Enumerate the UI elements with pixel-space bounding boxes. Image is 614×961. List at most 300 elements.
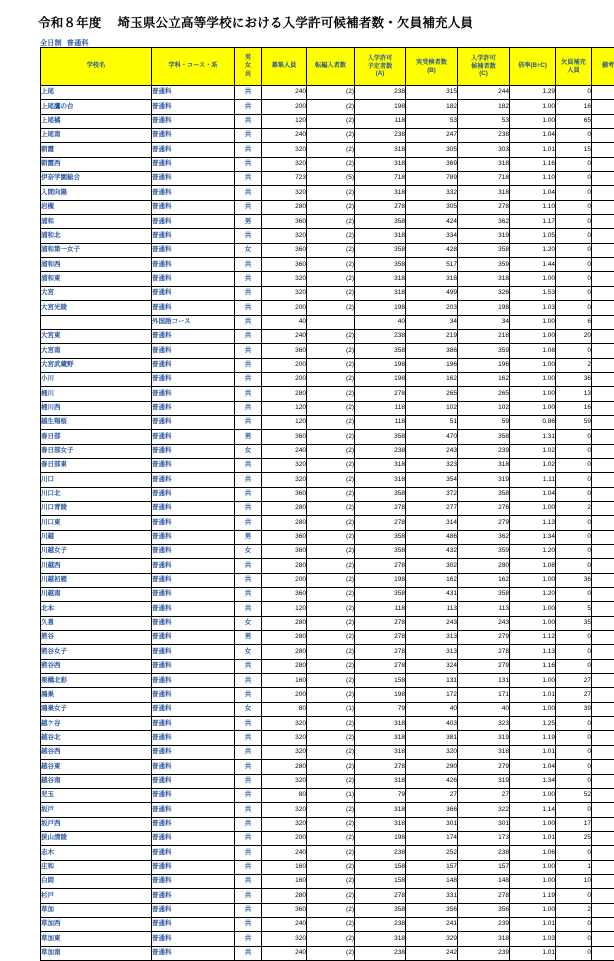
cell-planned: 318 bbox=[355, 286, 406, 300]
cell-admitted: 34 bbox=[458, 315, 510, 329]
table-row bbox=[41, 917, 614, 931]
cell-transfer: (2) bbox=[307, 473, 355, 487]
cell-planned: 238 bbox=[355, 329, 406, 343]
cell-remarks bbox=[592, 674, 614, 688]
cell-vacancy: 27 bbox=[556, 688, 592, 702]
cell-vacancy: 36 bbox=[556, 372, 592, 386]
table-row bbox=[41, 889, 614, 903]
cell-school: 上尾鷹の台 bbox=[41, 100, 152, 114]
cell-planned: 118 bbox=[355, 114, 406, 128]
cell-vacancy: 0 bbox=[556, 186, 592, 200]
cell-course: 普通科 bbox=[152, 831, 235, 845]
cell-gender: 女 bbox=[235, 645, 262, 659]
cell-ratio: 1.19 bbox=[510, 731, 556, 745]
cell-transfer: (1) bbox=[307, 788, 355, 802]
cell-school: 春日部東 bbox=[41, 458, 152, 472]
cell-admitted: 276 bbox=[458, 501, 510, 515]
cell-gender: 共 bbox=[235, 903, 262, 917]
cell-capacity: 320 bbox=[262, 717, 307, 731]
cell-transfer: (2) bbox=[307, 616, 355, 630]
cell-school: 越ケ谷 bbox=[41, 717, 152, 731]
cell-ratio: 1.12 bbox=[510, 631, 556, 645]
cell-examinees: 331 bbox=[406, 889, 458, 903]
cell-remarks bbox=[592, 487, 614, 501]
cell-remarks bbox=[592, 229, 614, 243]
table-row bbox=[41, 100, 614, 114]
cell-ratio: 1.16 bbox=[510, 157, 556, 171]
cell-transfer: (2) bbox=[307, 946, 355, 960]
cell-school: 川越西 bbox=[41, 559, 152, 573]
cell-planned: 198 bbox=[355, 100, 406, 114]
cell-remarks bbox=[592, 702, 614, 716]
cell-admitted: 319 bbox=[458, 774, 510, 788]
title-main: 埼玉県公立高等学校における入学許可候補者数・欠員補充人員 bbox=[118, 16, 474, 30]
cell-school: 狭山清陵 bbox=[41, 831, 152, 845]
cell-gender: 共 bbox=[235, 760, 262, 774]
cell-course: 普通科 bbox=[152, 889, 235, 903]
cell-course: 普通科 bbox=[152, 602, 235, 616]
cell-admitted: 173 bbox=[458, 831, 510, 845]
gender-header-male: 男 bbox=[235, 54, 261, 62]
cell-remarks bbox=[592, 215, 614, 229]
cell-course: 普通科 bbox=[152, 344, 235, 358]
cell-examinees: 381 bbox=[406, 731, 458, 745]
cell-ratio: 1.34 bbox=[510, 530, 556, 544]
cell-gender: 共 bbox=[235, 874, 262, 888]
cell-school: 大宮光陵 bbox=[41, 301, 152, 315]
cell-admitted: 278 bbox=[458, 889, 510, 903]
column-header-course: 学科・コース・系 bbox=[152, 48, 235, 86]
cell-capacity: 320 bbox=[262, 731, 307, 745]
cell-examinees: 243 bbox=[406, 444, 458, 458]
cell-gender: 共 bbox=[235, 344, 262, 358]
cell-ratio: 1.02 bbox=[510, 458, 556, 472]
cell-transfer: (2) bbox=[307, 329, 355, 343]
table-row bbox=[41, 817, 614, 831]
cell-vacancy: 59 bbox=[556, 415, 592, 429]
cell-remarks bbox=[592, 401, 614, 415]
cell-admitted: 157 bbox=[458, 860, 510, 874]
cell-course: 普通科 bbox=[152, 86, 235, 100]
cell-examinees: 499 bbox=[406, 286, 458, 300]
subcaption-course: 普通科 bbox=[67, 40, 89, 47]
cell-capacity: 160 bbox=[262, 860, 307, 874]
gender-header-coed: 共 bbox=[235, 71, 261, 79]
cell-planned: 158 bbox=[355, 674, 406, 688]
cell-school: 川口北 bbox=[41, 487, 152, 501]
cell-remarks bbox=[592, 788, 614, 802]
cell-transfer: (2) bbox=[307, 745, 355, 759]
cell-remarks bbox=[592, 760, 614, 774]
cell-ratio: 1.08 bbox=[510, 559, 556, 573]
examinees-line-1: 実受検者数 bbox=[406, 59, 457, 67]
cell-ratio: 1.03 bbox=[510, 301, 556, 315]
cell-remarks bbox=[592, 415, 614, 429]
cell-capacity: 320 bbox=[262, 774, 307, 788]
cell-remarks bbox=[592, 387, 614, 401]
cell-school: 大宮 bbox=[41, 286, 152, 300]
table-row bbox=[41, 487, 614, 501]
cell-capacity: 200 bbox=[262, 573, 307, 587]
cell-transfer: (2) bbox=[307, 86, 355, 100]
cell-transfer: (2) bbox=[307, 258, 355, 272]
cell-examinees: 329 bbox=[406, 932, 458, 946]
cell-planned: 158 bbox=[355, 860, 406, 874]
cell-planned: 358 bbox=[355, 430, 406, 444]
cell-capacity: 80 bbox=[262, 788, 307, 802]
cell-remarks bbox=[592, 530, 614, 544]
cell-gender: 共 bbox=[235, 889, 262, 903]
cell-vacancy: 0 bbox=[556, 129, 592, 143]
cell-course: 普通科 bbox=[152, 430, 235, 444]
table-row bbox=[41, 444, 614, 458]
cell-gender: 共 bbox=[235, 315, 262, 329]
cell-examinees: 219 bbox=[406, 329, 458, 343]
cell-remarks bbox=[592, 258, 614, 272]
cell-examinees: 517 bbox=[406, 258, 458, 272]
table-row bbox=[41, 846, 614, 860]
cell-remarks bbox=[592, 932, 614, 946]
cell-planned: 318 bbox=[355, 731, 406, 745]
cell-transfer: (2) bbox=[307, 760, 355, 774]
cell-school: 北本 bbox=[41, 602, 152, 616]
table-row bbox=[41, 458, 614, 472]
cell-ratio: 1.14 bbox=[510, 803, 556, 817]
table-row bbox=[41, 272, 614, 286]
cell-planned: 118 bbox=[355, 401, 406, 415]
cell-ratio: 1.00 bbox=[510, 329, 556, 343]
table-row bbox=[41, 143, 614, 157]
cell-school: 久喜 bbox=[41, 616, 152, 630]
cell-planned: 79 bbox=[355, 788, 406, 802]
cell-transfer: (2) bbox=[307, 602, 355, 616]
cell-transfer: (2) bbox=[307, 286, 355, 300]
cell-school: 朝霞西 bbox=[41, 157, 152, 171]
cell-ratio: 1.01 bbox=[510, 143, 556, 157]
cell-transfer: (2) bbox=[307, 143, 355, 157]
table-body bbox=[41, 86, 614, 961]
cell-admitted: 239 bbox=[458, 444, 510, 458]
cell-examinees: 403 bbox=[406, 717, 458, 731]
cell-school: 上尾南 bbox=[41, 129, 152, 143]
cell-course: 普通科 bbox=[152, 688, 235, 702]
cell-examinees: 301 bbox=[406, 817, 458, 831]
cell-vacancy: 39 bbox=[556, 702, 592, 716]
cell-ratio: 1.04 bbox=[510, 487, 556, 501]
vacancy-line-2: 人員 bbox=[556, 67, 591, 75]
column-header-school: 学校名 bbox=[41, 48, 152, 86]
cell-planned: 278 bbox=[355, 559, 406, 573]
cell-planned: 358 bbox=[355, 530, 406, 544]
cell-capacity: 280 bbox=[262, 645, 307, 659]
cell-admitted: 279 bbox=[458, 631, 510, 645]
cell-planned: 278 bbox=[355, 631, 406, 645]
cell-remarks bbox=[592, 860, 614, 874]
cell-examinees: 428 bbox=[406, 243, 458, 257]
cell-transfer: (2) bbox=[307, 186, 355, 200]
cell-admitted: 40 bbox=[458, 702, 510, 716]
cell-course: 普通科 bbox=[152, 329, 235, 343]
cell-ratio: 1.19 bbox=[510, 889, 556, 903]
cell-planned: 198 bbox=[355, 372, 406, 386]
cell-vacancy: 25 bbox=[556, 831, 592, 845]
cell-examinees: 334 bbox=[406, 229, 458, 243]
table-row bbox=[41, 774, 614, 788]
cell-school: 川越南 bbox=[41, 588, 152, 602]
cell-vacancy: 0 bbox=[556, 889, 592, 903]
cell-planned: 318 bbox=[355, 458, 406, 472]
cell-capacity: 360 bbox=[262, 903, 307, 917]
cell-examinees: 265 bbox=[406, 387, 458, 401]
table-row bbox=[41, 344, 614, 358]
cell-transfer: (2) bbox=[307, 817, 355, 831]
cell-ratio: 1.04 bbox=[510, 129, 556, 143]
cell-vacancy: 0 bbox=[556, 645, 592, 659]
cell-examinees: 102 bbox=[406, 401, 458, 415]
cell-capacity: 200 bbox=[262, 372, 307, 386]
cell-transfer: (2) bbox=[307, 501, 355, 515]
cell-transfer: (2) bbox=[307, 831, 355, 845]
table-row bbox=[41, 559, 614, 573]
cell-school: 浦和東 bbox=[41, 272, 152, 286]
cell-school: 浦和北 bbox=[41, 229, 152, 243]
cell-gender: 共 bbox=[235, 659, 262, 673]
cell-school: 草加東 bbox=[41, 932, 152, 946]
cell-admitted: 358 bbox=[458, 430, 510, 444]
cell-remarks bbox=[592, 243, 614, 257]
cell-vacancy: 13 bbox=[556, 387, 592, 401]
cell-examinees: 366 bbox=[406, 803, 458, 817]
cell-school: 越谷西 bbox=[41, 745, 152, 759]
cell-capacity: 160 bbox=[262, 874, 307, 888]
table-row bbox=[41, 745, 614, 759]
cell-school: 熊谷西 bbox=[41, 659, 152, 673]
cell-vacancy: 0 bbox=[556, 803, 592, 817]
cell-remarks bbox=[592, 917, 614, 931]
cell-admitted: 362 bbox=[458, 215, 510, 229]
cell-ratio: 1.44 bbox=[510, 258, 556, 272]
cell-admitted: 319 bbox=[458, 473, 510, 487]
cell-capacity: 320 bbox=[262, 745, 307, 759]
table-row bbox=[41, 129, 614, 143]
cell-course: 普通科 bbox=[152, 860, 235, 874]
cell-ratio: 1.04 bbox=[510, 186, 556, 200]
cell-remarks bbox=[592, 286, 614, 300]
column-header-transfer: 転編入者数 bbox=[307, 48, 355, 86]
cell-gender: 共 bbox=[235, 774, 262, 788]
table-row bbox=[41, 717, 614, 731]
cell-admitted: 356 bbox=[458, 903, 510, 917]
cell-planned: 358 bbox=[355, 243, 406, 257]
cell-admitted: 238 bbox=[458, 129, 510, 143]
cell-admitted: 280 bbox=[458, 559, 510, 573]
cell-vacancy: 0 bbox=[556, 344, 592, 358]
cell-examinees: 203 bbox=[406, 301, 458, 315]
cell-course: 普通科 bbox=[152, 387, 235, 401]
examinees-line-2: (B) bbox=[406, 67, 457, 75]
cell-examinees: 174 bbox=[406, 831, 458, 845]
cell-remarks bbox=[592, 458, 614, 472]
cell-course: 普通科 bbox=[152, 415, 235, 429]
cell-school: 大宮武蔵野 bbox=[41, 358, 152, 372]
table-row bbox=[41, 946, 614, 960]
cell-school: 熊谷 bbox=[41, 631, 152, 645]
cell-planned: 278 bbox=[355, 516, 406, 530]
cell-ratio: 1.00 bbox=[510, 372, 556, 386]
table-row bbox=[41, 874, 614, 888]
cell-vacancy: 0 bbox=[556, 745, 592, 759]
cell-ratio: 1.02 bbox=[510, 444, 556, 458]
cell-remarks bbox=[592, 114, 614, 128]
cell-capacity: 360 bbox=[262, 258, 307, 272]
cell-course: 普通科 bbox=[152, 372, 235, 386]
cell-admitted: 322 bbox=[458, 803, 510, 817]
cell-transfer: (2) bbox=[307, 659, 355, 673]
cell-admitted: 239 bbox=[458, 946, 510, 960]
cell-ratio: 1.00 bbox=[510, 903, 556, 917]
cell-ratio: 1.01 bbox=[510, 917, 556, 931]
cell-gender: 共 bbox=[235, 272, 262, 286]
cell-examinees: 182 bbox=[406, 100, 458, 114]
cell-gender: 共 bbox=[235, 588, 262, 602]
cell-vacancy: 27 bbox=[556, 674, 592, 688]
cell-course: 普通科 bbox=[152, 215, 235, 229]
cell-school: 浦和西 bbox=[41, 258, 152, 272]
cell-course: 普通科 bbox=[152, 487, 235, 501]
cell-transfer: (2) bbox=[307, 415, 355, 429]
cell-capacity: 320 bbox=[262, 817, 307, 831]
cell-remarks bbox=[592, 659, 614, 673]
table-row bbox=[41, 186, 614, 200]
cell-admitted: 102 bbox=[458, 401, 510, 415]
cell-transfer: (2) bbox=[307, 588, 355, 602]
cell-vacancy: 0 bbox=[556, 487, 592, 501]
cell-examinees: 324 bbox=[406, 659, 458, 673]
cell-admitted: 239 bbox=[458, 917, 510, 931]
cell-examinees: 51 bbox=[406, 415, 458, 429]
cell-course: 普通科 bbox=[152, 200, 235, 214]
cell-ratio: 1.13 bbox=[510, 516, 556, 530]
table-row bbox=[41, 501, 614, 515]
cell-school: 志木 bbox=[41, 846, 152, 860]
cell-capacity: 360 bbox=[262, 530, 307, 544]
cell-transfer: (2) bbox=[307, 545, 355, 559]
cell-capacity: 120 bbox=[262, 401, 307, 415]
cell-school: 浦和 bbox=[41, 215, 152, 229]
cell-vacancy: 15 bbox=[556, 143, 592, 157]
cell-remarks bbox=[592, 946, 614, 960]
cell-transfer: (2) bbox=[307, 645, 355, 659]
cell-planned: 318 bbox=[355, 932, 406, 946]
cell-school: 岩槻 bbox=[41, 200, 152, 214]
cell-vacancy: 2 bbox=[556, 358, 592, 372]
column-header-gender bbox=[235, 48, 262, 86]
cell-vacancy: 6 bbox=[556, 315, 592, 329]
cell-capacity: 200 bbox=[262, 358, 307, 372]
cell-transfer: (2) bbox=[307, 401, 355, 415]
cell-gender: 共 bbox=[235, 745, 262, 759]
cell-planned: 318 bbox=[355, 817, 406, 831]
cell-capacity: 200 bbox=[262, 301, 307, 315]
cell-gender: 共 bbox=[235, 114, 262, 128]
cell-gender: 共 bbox=[235, 516, 262, 530]
cell-capacity: 320 bbox=[262, 473, 307, 487]
cell-ratio: 1.53 bbox=[510, 286, 556, 300]
cell-ratio: 1.00 bbox=[510, 616, 556, 630]
cell-school: 川口青陵 bbox=[41, 501, 152, 515]
cell-examinees: 424 bbox=[406, 215, 458, 229]
cell-remarks bbox=[592, 631, 614, 645]
cell-remarks bbox=[592, 129, 614, 143]
table-row bbox=[41, 329, 614, 343]
table-row bbox=[41, 243, 614, 257]
cell-gender: 男 bbox=[235, 430, 262, 444]
cell-ratio: 1.01 bbox=[510, 688, 556, 702]
cell-vacancy: 0 bbox=[556, 946, 592, 960]
cell-school: 伊奈学園総合 bbox=[41, 172, 152, 186]
cell-course: 普通科 bbox=[152, 301, 235, 315]
cell-capacity: 200 bbox=[262, 100, 307, 114]
cell-gender: 共 bbox=[235, 372, 262, 386]
cell-transfer: (2) bbox=[307, 559, 355, 573]
cell-course: 普通科 bbox=[152, 143, 235, 157]
cell-course: 普通科 bbox=[152, 473, 235, 487]
cell-gender: 共 bbox=[235, 458, 262, 472]
cell-vacancy: 0 bbox=[556, 243, 592, 257]
cell-ratio: 1.00 bbox=[510, 788, 556, 802]
cell-transfer: (2) bbox=[307, 917, 355, 931]
cell-transfer: (2) bbox=[307, 803, 355, 817]
cell-course: 普通科 bbox=[152, 358, 235, 372]
cell-planned: 278 bbox=[355, 659, 406, 673]
table-row bbox=[41, 415, 614, 429]
cell-course: 普通科 bbox=[152, 803, 235, 817]
cell-capacity: 240 bbox=[262, 329, 307, 343]
cell-ratio: 0.86 bbox=[510, 415, 556, 429]
cell-remarks bbox=[592, 874, 614, 888]
cell-examinees: 431 bbox=[406, 588, 458, 602]
cell-course: 普通科 bbox=[152, 731, 235, 745]
cell-ratio: 1.03 bbox=[510, 932, 556, 946]
cell-course: 普通科 bbox=[152, 817, 235, 831]
cell-transfer: (2) bbox=[307, 530, 355, 544]
column-header-capacity: 募集人員 bbox=[262, 48, 307, 86]
cell-admitted: 59 bbox=[458, 415, 510, 429]
cell-transfer: (2) bbox=[307, 114, 355, 128]
cell-vacancy: 2 bbox=[556, 903, 592, 917]
cell-course: 普通科 bbox=[152, 760, 235, 774]
cell-vacancy: 0 bbox=[556, 774, 592, 788]
cell-remarks bbox=[592, 516, 614, 530]
table-row bbox=[41, 516, 614, 530]
cell-vacancy: 0 bbox=[556, 272, 592, 286]
cell-examinees: 318 bbox=[406, 272, 458, 286]
cell-admitted: 171 bbox=[458, 688, 510, 702]
cell-gender: 男 bbox=[235, 530, 262, 544]
cell-remarks bbox=[592, 846, 614, 860]
cell-transfer: (2) bbox=[307, 903, 355, 917]
cell-vacancy: 0 bbox=[556, 659, 592, 673]
gender-header-female: 女 bbox=[235, 62, 261, 70]
cell-transfer: (2) bbox=[307, 100, 355, 114]
table-row bbox=[41, 788, 614, 802]
cell-planned: 238 bbox=[355, 946, 406, 960]
cell-gender: 共 bbox=[235, 172, 262, 186]
cell-school: 庄和 bbox=[41, 860, 152, 874]
cell-admitted: 359 bbox=[458, 258, 510, 272]
table-row bbox=[41, 860, 614, 874]
cell-gender: 共 bbox=[235, 788, 262, 802]
